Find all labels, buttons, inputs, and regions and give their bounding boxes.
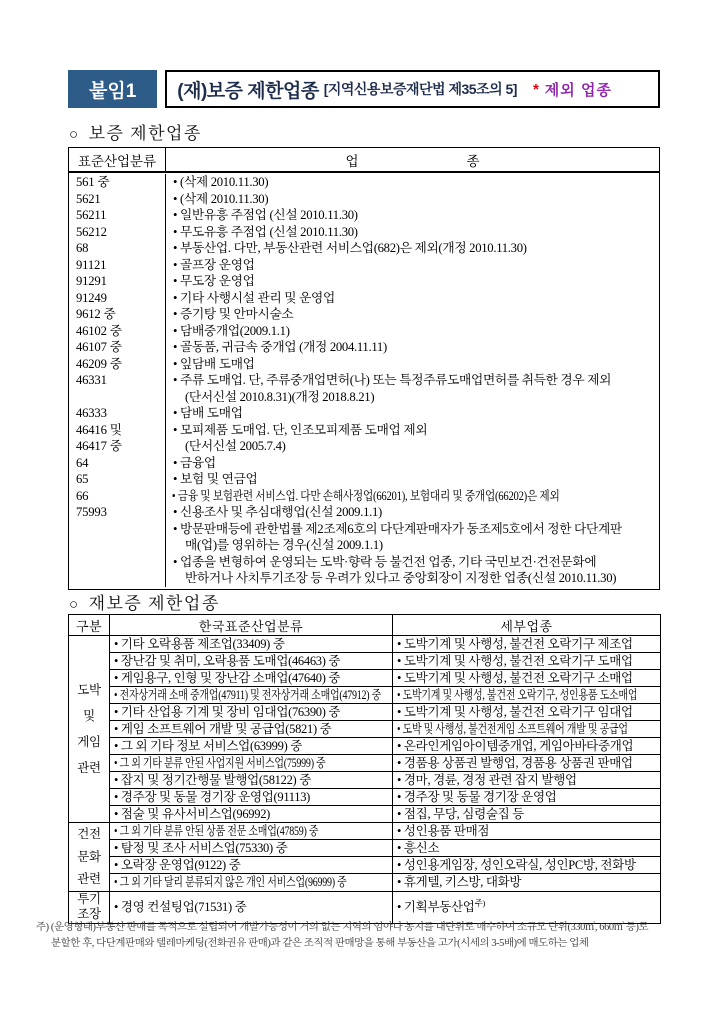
code-cell — [69, 521, 166, 538]
detail-cell — [393, 857, 661, 874]
code-cell: 46416 및 — [69, 422, 166, 439]
code-cell: 9612 중 — [69, 306, 166, 323]
detail-cell — [393, 806, 661, 823]
table-row — [69, 554, 659, 571]
industry-cell: (단서신설 2005.7.4) — [185, 439, 286, 453]
code-cell: 56211 — [69, 207, 166, 224]
table-row — [69, 537, 659, 554]
category-cell: 도박 및 게임 관련 — [69, 636, 110, 823]
ksic-cell — [110, 687, 393, 704]
cell-text: • 기타 산업용 기계 및 장비 임대업(76390) 중 — [114, 704, 341, 719]
ksic-cell — [110, 857, 393, 874]
industry-cell: • 담배중개업(2009.1.1) — [173, 323, 290, 338]
table-row — [69, 857, 661, 874]
table-row — [69, 306, 659, 323]
code-cell: 91291 — [69, 273, 166, 290]
table-row — [69, 789, 661, 806]
code-cell: 561 중 — [69, 174, 166, 191]
ksic-cell — [110, 704, 393, 721]
ksic-cell — [110, 772, 393, 789]
ksic-cell — [110, 874, 393, 891]
cell-text: • 잡지 및 정기간행물 발행업(58122) 중 — [114, 772, 311, 787]
code-cell: 75993 — [69, 504, 166, 521]
code-cell: 91121 — [69, 257, 166, 274]
detail-cell — [393, 738, 661, 755]
ksic-cell — [110, 738, 393, 755]
cell-text: • 도박기계 및 사행성, 불건전 오락기구, 성인용품 도소매업 — [397, 687, 638, 702]
cell-text: • 점술 및 유사서비스업(96992) — [114, 806, 271, 821]
code-cell — [69, 389, 166, 406]
table-row — [69, 257, 659, 274]
cell-text: • 게임 소프트웨어 개발 및 공급업(5821) 중 — [114, 721, 332, 736]
table-row — [69, 521, 659, 538]
ksic-cell — [110, 823, 393, 840]
cell-text: • 그 외 기타 달리 분류되지 않은 개인 서비스업(96999) 중 — [114, 874, 347, 889]
table-row — [69, 738, 661, 755]
detail-cell — [393, 755, 661, 772]
code-cell: 68 — [69, 240, 166, 257]
cell-text: • 도박기계 및 사행성, 불건전 오락기구 임대업 — [397, 704, 633, 719]
detail-cell — [393, 840, 661, 857]
code-cell — [69, 570, 166, 587]
industry-cell: • 무도장 운영업 — [173, 274, 255, 288]
code-cell: 46417 중 — [69, 438, 166, 455]
table-row — [69, 405, 659, 422]
table-row — [69, 224, 659, 241]
cell-text: • 경주장 및 동물 경기장 운영업 — [397, 789, 557, 804]
cell-text: • 게임용구, 인형 및 장난감 소매업(47640) 중 — [114, 670, 341, 685]
industry-cell: • 방문판매등에 관한법률 제2조제6호의 다단계판매자가 동조제5호에서 정한 다단계판 — [173, 521, 622, 536]
table-row — [69, 772, 661, 789]
table-header-row — [69, 148, 659, 173]
industry-cell: • 무도유흥 주점업 (신설 2010.11.30) — [173, 224, 358, 239]
industry-cell: 매(업)를 영위하는 경우(신설 2009.1.1) — [185, 538, 383, 552]
table-row — [69, 389, 659, 406]
detail-cell — [393, 670, 661, 687]
table-row — [69, 471, 659, 488]
column-header-category: 구분 — [69, 615, 110, 636]
document-title: (재)보증 제한업종 — [177, 80, 319, 102]
document-header — [68, 70, 660, 108]
cell-text: • 흥신소 — [397, 840, 440, 855]
table-row — [69, 504, 659, 521]
cell-text: • 도박기계 및 사행성, 불건전 오락기구 도매업 — [397, 653, 633, 668]
table-row — [69, 455, 659, 472]
code-cell: 91249 — [69, 290, 166, 307]
code-cell: 65 — [69, 471, 166, 488]
table-row — [69, 323, 659, 340]
table-row — [69, 653, 661, 670]
ksic-cell — [110, 891, 393, 923]
detail-cell — [393, 687, 661, 704]
cell-text: • 휴게텔, 키스방, 대화방 — [397, 874, 522, 889]
table-row — [69, 570, 659, 587]
industry-cell: • 보험 및 연금업 — [173, 472, 258, 486]
section-heading-reguarantee — [69, 589, 220, 614]
table-row — [69, 174, 659, 191]
code-cell: 46333 — [69, 405, 166, 422]
detail-cell — [393, 789, 661, 806]
footnote — [36, 920, 704, 952]
cell-text: • 그 외 기타 분류 안된 상품 전문 소매업(47859) 중 — [114, 823, 319, 838]
cell-text: • 전자상거래 소매 중개업(47911) 및 전자상거래 소매업(47912) 중 — [114, 687, 382, 702]
table-row — [69, 721, 661, 738]
reguarantee-restriction-table — [68, 614, 661, 924]
guarantee-restriction-table — [68, 147, 660, 590]
cell-text: • 장난감 및 취미, 오락용품 도매업(46463) 중 — [114, 653, 341, 668]
industry-cell: • 기타 사행시설 관리 및 운영업 — [173, 290, 335, 305]
table-row — [69, 755, 661, 772]
table-row — [69, 191, 659, 208]
industry-cell: • 부동산업. 다만, 부동산관련 서비스업(682)은 제외(개정 2010.11.30) — [173, 241, 527, 255]
table-row — [69, 840, 661, 857]
code-cell — [69, 554, 166, 571]
column-header-detail: 세부업종 — [393, 615, 661, 636]
detail-cell — [393, 874, 661, 891]
exclusion-note: 제외 업종 — [544, 81, 612, 99]
table-row — [69, 290, 659, 307]
column-header-code: 표준산업분류 — [69, 148, 166, 171]
table-row — [69, 207, 659, 224]
code-cell: 46331 — [69, 372, 166, 389]
code-cell — [69, 537, 166, 554]
industry-cell: (단서신설 2010.8.31)(개정 2018.8.21) — [185, 389, 375, 404]
table-header-row — [69, 615, 661, 636]
cell-text: • 도박기계 및 사행성, 불건전 오락기구 제조업 — [397, 636, 633, 651]
cell-text: • 온라인게임아이템중개업, 게임아바타중개업 — [397, 738, 634, 753]
industry-cell: • 증기탕 및 안마시술소 — [173, 307, 294, 321]
ksic-cell — [110, 755, 393, 772]
detail-cell — [393, 721, 661, 738]
guarantee-table-body — [69, 173, 659, 589]
footnote-line: 주) (운영형태)부동산 판매를 목적으로 설립되어 개발가능성이 거의 없는 지역의 임야나 농지를 대단위로 매수하여 소규모 단위(330㎡, 660㎡ 등)로 — [36, 922, 649, 933]
ksic-cell — [110, 721, 393, 738]
industry-cell: • 골프장 운영업 — [173, 257, 255, 272]
cell-text: • 기획부동산업$^{주)}$ — [397, 897, 486, 914]
ksic-cell — [110, 789, 393, 806]
table-row — [69, 823, 661, 840]
detail-cell — [393, 636, 661, 653]
cell-text: • 성인용품 판매점 — [397, 823, 490, 838]
table-row — [69, 670, 661, 687]
ksic-cell — [110, 806, 393, 823]
industry-cell: • (삭제 2010.11.30) — [173, 191, 269, 206]
cell-text: • 경영 컨설팅업(71531) 중 — [114, 899, 247, 914]
table-row — [69, 438, 659, 455]
footnote-line: 분할한 후, 다단계판매와 텔레마케팅(전화권유 판매)과 같은 조직적 판매망을 통해 부동산을 고가(시세의 3-5배)에 매도하는 업체 — [51, 938, 589, 949]
cell-text: • 도박기계 및 사행성, 불건전 오락기구 소매업 — [397, 670, 633, 685]
industry-cell: • 금융업 — [173, 455, 216, 470]
industry-cell: • 주류 도매업. 단, 주류중개업면허(나) 또는 특정주류도매업면허를 취득한 경우 제외 — [173, 373, 612, 387]
attachment-badge: 붙임1 — [68, 70, 157, 108]
table-row — [69, 806, 661, 823]
ksic-cell — [110, 840, 393, 857]
ksic-cell — [110, 670, 393, 687]
exclusion-star-icon: * — [532, 80, 539, 98]
cell-text: • 경품용 상품권 발행업, 경품용 상품권 판매업 — [397, 755, 633, 770]
cell-text: • 경주장 및 동물 경기장 운영업(91113) — [114, 789, 311, 804]
column-header-ksic: 한국표준산업분류 — [110, 615, 393, 636]
section-heading-guarantee — [69, 119, 202, 144]
detail-cell — [393, 823, 661, 840]
circle-marker-icon: ○ — [69, 597, 80, 613]
column-header-industry: 업 종 — [345, 153, 480, 169]
table-row — [69, 704, 661, 721]
detail-cell — [393, 653, 661, 670]
table-row — [69, 356, 659, 373]
industry-cell: • 잎담배 도매업 — [173, 356, 255, 371]
title-box — [165, 70, 660, 108]
cell-text: • 점집, 무당, 심령술집 등 — [397, 806, 525, 821]
detail-cell — [393, 891, 661, 923]
industry-cell: • 업종을 변형하여 운영되는 도박·향락 등 불건전 업종, 기타 국민보건·건전문화에 — [173, 554, 597, 569]
category-cell: 투기 조장 — [69, 891, 110, 923]
table-row — [69, 687, 661, 704]
section-title: 보증 제한업종 — [88, 124, 202, 143]
table-row — [69, 636, 661, 653]
cell-text: • 성인용게임장, 성인오락실, 성인PC방, 전화방 — [397, 857, 636, 872]
category-cell: 건전 문화 관련 — [69, 823, 110, 892]
code-cell: 46107 중 — [69, 339, 166, 356]
circle-marker-icon: ○ — [69, 127, 80, 143]
industry-cell: 반하거나 사치투기조장 등 우려가 있다고 중앙회장이 지정한 업종(신설 2010.11.30) — [185, 571, 617, 585]
detail-cell — [393, 772, 661, 789]
code-cell: 46209 중 — [69, 356, 166, 373]
code-cell: 66 — [69, 488, 166, 505]
table-row — [69, 339, 659, 356]
cell-text: • 그 외 기타 정보 서비스업(63999) 중 — [114, 738, 303, 753]
code-cell: 64 — [69, 455, 166, 472]
table-row — [69, 422, 659, 439]
cell-text: • 오락장 운영업(9122) 중 — [114, 857, 241, 872]
detail-cell — [393, 704, 661, 721]
cell-text: • 경마, 경륜, 경정 관련 잡지 발행업 — [397, 772, 577, 787]
law-reference: [지역신용보증재단법 제35조의 5] — [323, 81, 517, 97]
cell-text: • 기타 오락용품 제조업(33409) 중 — [114, 636, 285, 651]
code-cell: 5621 — [69, 191, 166, 208]
industry-cell: • 골동품, 귀금속 중개업 (개정 2004.11.11) — [173, 340, 387, 354]
section-title: 재보증 제한업종 — [88, 594, 220, 613]
footnote-marker: 주) — [474, 897, 486, 908]
industry-cell: • 모피제품 도매업. 단, 인조모피제품 도매업 제외 — [173, 422, 428, 437]
industry-cell: • 담배 도매업 — [173, 406, 243, 420]
reguarantee-table-body — [69, 636, 661, 924]
table-row — [69, 488, 659, 505]
ksic-cell — [110, 653, 393, 670]
table-row — [69, 273, 659, 290]
industry-cell: • 일반유흥 주점업 (신설 2010.11.30) — [173, 208, 358, 222]
table-row — [69, 240, 659, 257]
code-cell: 46102 중 — [69, 323, 166, 340]
table-row — [69, 891, 661, 923]
code-cell: 56212 — [69, 224, 166, 241]
industry-cell: • 신용조사 및 추심대행업(신설 2009.1.1) — [173, 505, 382, 519]
industry-cell: • 금융 및 보험관련 서비스업. 다만 손해사정업(66201), 보험대리 및 중개업(66202)은 제외 — [171, 488, 560, 503]
cell-text: • 그 외 기타 분류 안된 사업지원 서비스업(75999) 중 — [114, 755, 326, 770]
table-row — [69, 874, 661, 891]
table-row — [69, 372, 659, 389]
cell-text: • 도박 및 사행성, 불건전게임 소프트웨어 개발 및 공급업 — [397, 721, 628, 736]
cell-text: • 탐정 및 조사 서비스업(75330) 중 — [114, 840, 288, 855]
ksic-cell — [110, 636, 393, 653]
industry-cell: • (삭제 2010.11.30) — [173, 175, 269, 189]
